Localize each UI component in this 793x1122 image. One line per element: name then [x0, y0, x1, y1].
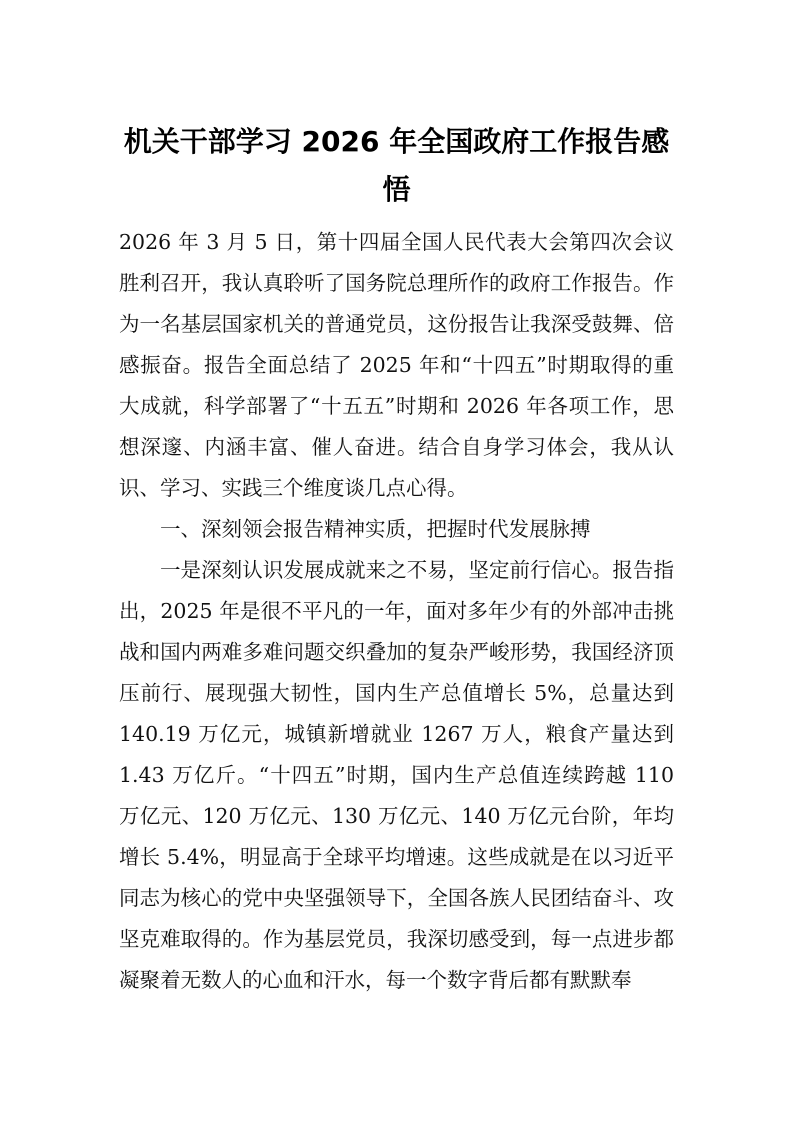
- document-body: [119, 222, 674, 1001]
- document-title: 机关干部学习 2026 年全国政府工作报告感悟: [123, 125, 670, 206]
- body-paragraph: 一是深刻认识发展成就来之不易，坚定前行信心。报告指出，2025 年是很不平凡的一年，面对多年少有的外部冲击挑战和国内两难多难问题交织叠加的复杂严峻形势，我国经济顶压前行、展现强大韧性，国内生产总值增长 5%，总量达到 140.19 万亿元，城镇新增就业 1267 万人，粮食产量达到 1.43 万亿斤。“十四五”时期，国内生产总值连续跨越 110 万亿元、120 万亿元、130 万亿元、140 万亿元台阶，年均增长 5.4%，明显高于全球平均增速。这些成就是在以习近平同志为核心的党中央坚强领导下，全国各族人民团结奋斗、攻坚克难取得的。作为基层党员，我深切感受到，每一点进步都凝聚着无数人的心血和汗水，每一个数字背后都有默默奉: [119, 558, 674, 992]
- section-heading: 一、深刻领会报告精神实质，把握时代发展脉搏: [160, 517, 591, 541]
- intro-paragraph: 2026 年 3 月 5 日，第十四届全国人民代表大会第四次会议胜利召开，我认真聆听了国务院总理所作的政府工作报告。作为一名基层国家机关的普通党员，这份报告让我深受鼓舞、倍感振奋。报告全面总结了 2025 年和“十四五”时期取得的重大成就，科学部署了“十五五”时期和 2026 年各项工作，思想深邃、内涵丰富、催人奋进。结合自身学习体会，我从认识、学习、实践三个维度谈几点心得。: [119, 230, 674, 500]
